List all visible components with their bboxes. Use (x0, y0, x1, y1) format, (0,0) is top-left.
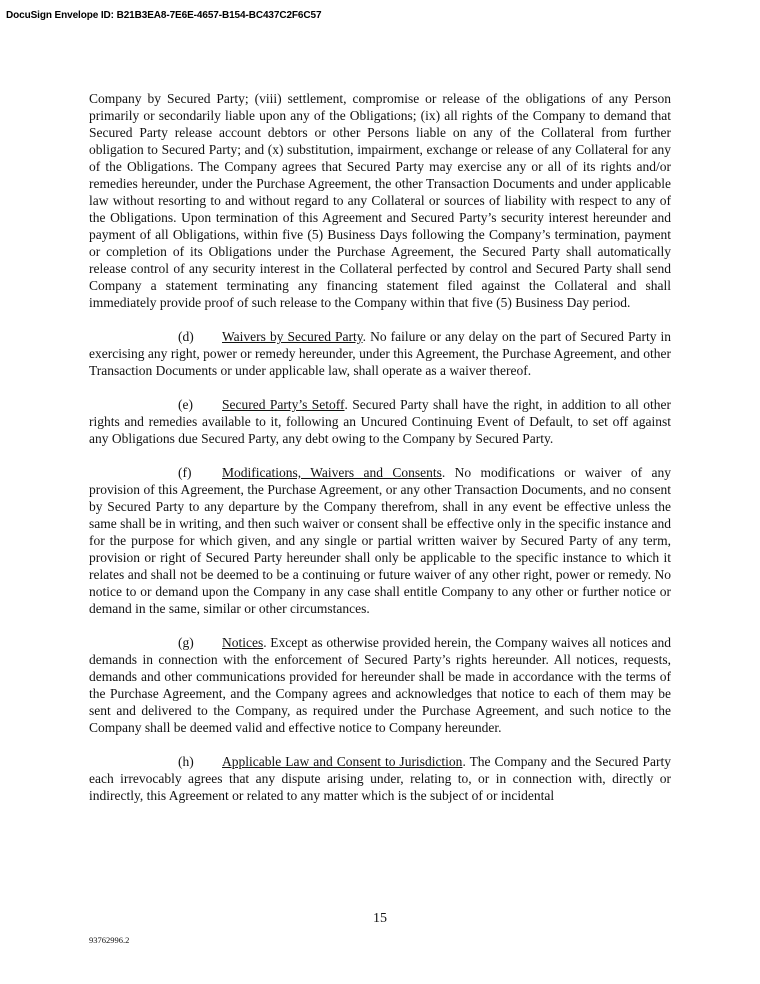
section-d-waivers (89, 328, 671, 379)
section-heading: Secured Party’s Setoff (222, 397, 345, 412)
section-h-applicable-law (89, 753, 671, 804)
paragraph-text: . The Company and the Secured Party each irrevocably agrees that any dispute arising under, relating to, or in connection with, directly or indirectly, this Agreement or related to any matter which is the subject of or incidental (89, 754, 671, 803)
page-number: 15 (373, 911, 387, 926)
section-label: (f) (178, 465, 192, 480)
section-label: (g) (178, 635, 194, 650)
paragraph-continuation (89, 90, 671, 311)
section-heading: Applicable Law and Consent to Jurisdiction (222, 754, 463, 769)
section-heading: Modifications, Waivers and Consents (222, 465, 442, 480)
document-body (89, 90, 671, 821)
section-heading: Notices (222, 635, 264, 650)
section-f-modifications (89, 464, 671, 617)
section-label: (d) (178, 329, 194, 344)
docusign-envelope-id: DocuSign Envelope ID: B21B3EA8-7E6E-4657-B154-BC437C2F6C57 (6, 10, 322, 21)
paragraph-text: . No failure or any delay on the part of Secured Party in exercising any right, power or remedy hereunder, under this Agreement, the Purchase Agreement, and other Transaction Documents or under applicable law, shall operate as a waiver thereof. (89, 329, 671, 378)
paragraph-text: Company by Secured Party; (viii) settlement, compromise or release of the obligations of any Person primarily or secondarily liable upon any of the Obligations; (ix) all rights of the Company to demand that Secured Party release account debtors or other Persons liable on any of the Collateral from further obligation to Secured Party; and (x) substitution, impairment, exchange or release of any Collateral for any of the Obligations. The Company agrees that Secured Party may exercise any or all of its rights and/or remedies hereunder, under the Purchase Agreement, the other Transaction Documents and under applicable law without resorting to and without regard to any Collateral or sources of liability with respect to any of the Obligations. Upon termination of this Agreement and Secured Party’s security interest hereunder and payment of all Obligations, within five (5) Business Days following the Company’s termination, payment or completion of its Obligations under the Purchase Agreement, the Secured Party shall automatically release control of any security interest in the Collateral perfected by control and Secured Party shall send Company a statement terminating any financing statement filed against the Collateral and shall immediately provide proof of such release to the Company within that five (5) Business Day period. (89, 91, 671, 310)
paragraph-text: . Except as otherwise provided herein, the Company waives all notices and demands in connection with the enforcement of Secured Party’s rights hereunder. All notices, requests, demands and other communications provided for hereunder shall be made in accordance with the terms of the Purchase Agreement, and the Company agrees and acknowledges that notice to each of them may be sent and delivered to the Company, as required under the Purchase Agreement, and such notice to the Company shall be deemed valid and effective notice to Company hereunder. (89, 635, 671, 735)
section-e-setoff (89, 396, 671, 447)
section-heading: Waivers by Secured Party (222, 329, 363, 344)
document-number: 93762996.2 (89, 935, 130, 945)
paragraph-text: . Secured Party shall have the right, in addition to all other rights and remedies available to it, following an Uncured Continuing Event of Default, to set off against any Obligations due Secured Party, any debt owing to the Company by Secured Party. (89, 397, 671, 446)
section-label: (h) (178, 754, 194, 769)
section-label: (e) (178, 397, 193, 412)
paragraph-text: . No modifications or waiver of any provision of this Agreement, the Purchase Agreement, or any other Transaction Documents, and no consent by Secured Party to any departure by the Company therefrom, shall in any event be effective unless the same shall be in writing, and then such waiver or consent shall be effective only in the specific instance and for the purpose for which given, and any single or partial written waiver by Secured Party of any term, provision or right of Secured Party hereunder shall only be applicable to the specific instance to which it relates and shall not be deemed to be a continuing or future waiver of any other right, power or remedy. No notice to or demand upon the Company in any case shall entitle Company to any other or further notice or demand in the same, similar or other circumstances. (89, 465, 672, 616)
section-g-notices (89, 634, 671, 736)
